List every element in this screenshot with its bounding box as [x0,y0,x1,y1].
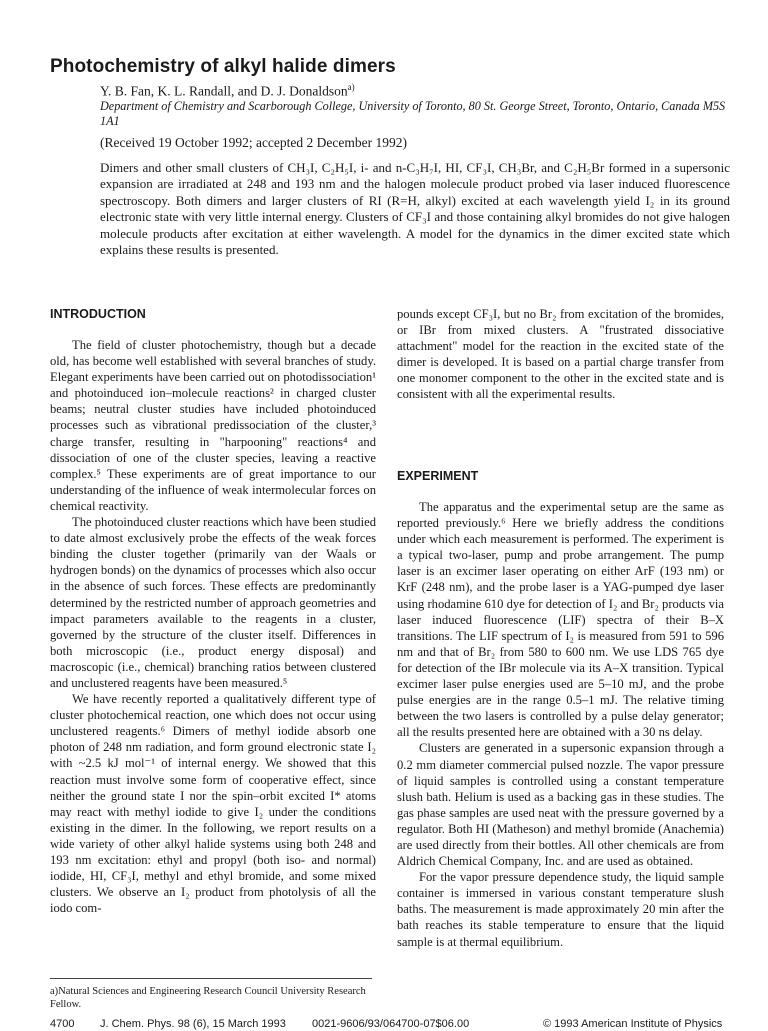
issn-price: 0021-9606/93/064700-07$06.00 [312,1018,470,1030]
introduction-body [50,337,376,916]
article-title: Photochemistry of alkyl halide dimers [50,56,396,77]
abstract: Dimers and other small clusters of CH₃I, C₂H₅I, i- and n-C₃H₇I, HI, CF₃I, CH₃Br, and C₂H₅Br formed in a supersonic expansion are irradiated at 248 and 193 nm and the halogen molecule product probed via laser induced fluorescence spectroscopy. Both dimers and larger clusters of RI (R=H, alkyl) excited at each wavelength yield I₂ in its ground electronic state with very little internal energy. Clusters of CF₃I and those containing alkyl bromides do not give halogen molecule products after excitation at either wavelength. A model for the dynamics in the dimer excited state which explains these results is presented. [100,160,730,258]
author-names: Y. B. Fan, K. L. Randall, and D. J. Donaldson [100,83,348,99]
experiment-paragraph-3: For the vapor pressure dependence study, the liquid sample container is immersed in various constant temperature slush baths. The measurement is made approximately 20 min after the bath reaches its stable temperature to ensure that the liquid sample is at thermal equilibrium. [397,870,724,949]
copyright-notice: © 1993 American Institute of Physics [543,1018,723,1030]
author-list [100,82,355,100]
experiment-body [397,499,724,950]
experiment-paragraph-1: The apparatus and the experimental setup are the same as reported previously.⁶ Here we briefly address the conditions under which each measurement is performed. The experiment is a typical two-laser, pump and probe arrangement. The pump laser is an excimer laser operating on either ArF (193 nm) or KrF (248 nm), and the probe laser is a YAG-pumped dye laser using rhodamine 610 dye for detection of I₂ and Br₂ products via laser induced fluorescence (LIF) spectra of their B–X transitions. The LIF spectrum of I₂ is measured from 591 to 596 nm and that of Br₂ from 580 to 600 nm. We use LDS 765 dye for detection of the IBr molecule via its A–X transition. Typical excimer laser pulse energies used are 5–10 mJ, and the probe pulse energies are in the range 0.5–1 mJ. The relative timing between the two lasers is controlled by a pulse delay generator; all the results presented here are obtained with a 30 ns delay. [397,500,724,740]
author-note-mark: a) [347,82,355,92]
experiment-heading: EXPERIMENT [397,469,479,483]
intro-paragraph-3: We have recently reported a qualitatively different type of cluster photochemical reaction, one which does not occur using unclustered reagents.⁶ Dimers of methyl iodide absorb one photon of 248 nm radiation, and form ground electronic state I₂ with ~2.5 kJ mol⁻¹ of internal energy. We showed that this reaction must involve some form of cooperative effect, since neither the ground state I nor the spin–orbit excited I* atoms may react with methyl iodide to give I₂ under the conditions existing in the dimer. In the following, we report results on a wide variety of other alkyl halide systems using both 248 and 193 nm excitation: ethyl and propyl (both iso- and normal) iodide, HI, CF₃I, methyl and ethyl bromide, and some mixed clusters. We observe an I₂ product from photolysis of all the iodo com- [50,692,376,916]
intro-continuation: pounds except CF₃I, but no Br₂ from excitation of the bromides, or IBr from mixed clusters. A "frustrated dissociative attachment" model for the reaction in the excited state of the dimer is developed. It is based on a partial charge transfer from one monomer component to the other in the excited state and is consistent with all the experimental results. [397,307,724,402]
introduction-continued [397,306,724,403]
introduction-heading: INTRODUCTION [50,307,146,321]
intro-paragraph-1: The field of cluster photochemistry, though but a decade old, has become well established with several branches of study. Elegant experiments have been carried out on photodissociation¹ and photoinduced ion–molecule reactions² in charged cluster beams; neutral cluster studies have included photoinduced processes such as vibrational predissociation of the cluster,³ charge transfer, resulting in "harpooning" reactions⁴ and dissociation of one of the cluster species, leaving a reactive complex.⁵ These experiments are of great importance to our understanding of the influence of weak intermolecular forces on chemical reactivity. [50,338,376,513]
journal-citation: J. Chem. Phys. 98 (6), 15 March 1993 [100,1018,286,1030]
received-dates: (Received 19 October 1992; accepted 2 December 1992) [100,135,407,150]
author-footnote: a)Natural Sciences and Engineering Research Council University Research Fellow. [50,986,366,1010]
page-number: 4700 [50,1018,75,1030]
intro-paragraph-2: The photoinduced cluster reactions which have been studied to date almost exclusively probe the effects of the weak forces binding the cluster together (primarily van der Waals or hydrogen bonds) on the dynamics of processes which also occur in the absence of such forces. These effects are predominantly determined by the restricted number of approach geometries and impact parameters available to the reagents in a cluster, governed by the structure of the cluster itself. Differences in both microscopic (i.e., product energy disposal) and macroscopic (i.e., chemical) branching ratios between clustered and unclustered reagents have been measured.⁵ [50,515,376,690]
experiment-paragraph-2: Clusters are generated in a supersonic expansion through a 0.2 mm diameter commercial pulsed nozzle. The vapor pressure of liquid samples is controlled using a constant temperature slush bath. Helium is used as a backing gas in these studies. The gas phase samples are used neat with the pressure governed by a regulator. Both HI (Matheson) and methyl bromide (Anachemia) are used directly from their bottles. All other chemicals are from Aldrich Chemical Company, Inc. and are used as obtained. [397,741,724,869]
footnote-rule [50,978,372,979]
affiliation: Department of Chemistry and Scarborough College, University of Toronto, 80 St. George Street, Toronto, Ontario, Canada M5S 1A1 [100,99,726,128]
